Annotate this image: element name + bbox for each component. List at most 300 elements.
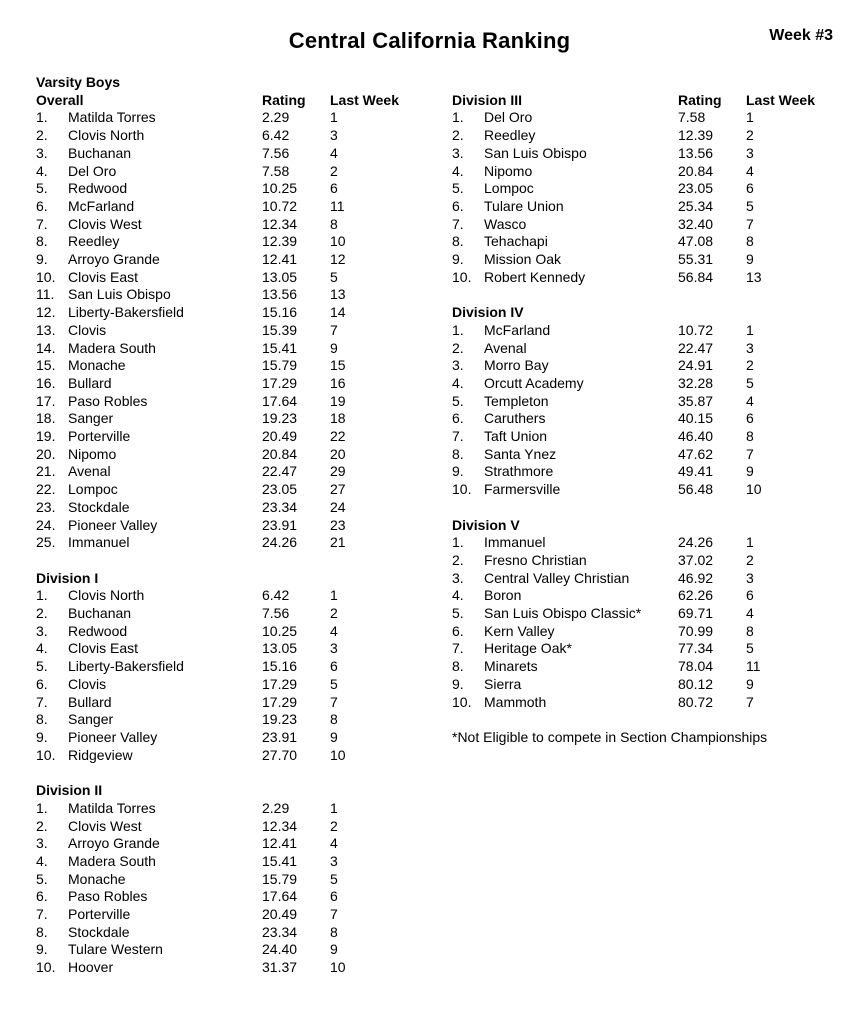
rank-number: 9.: [452, 251, 464, 268]
team-name: Madera South: [68, 339, 156, 356]
rank-number: 5.: [36, 180, 48, 197]
last-week-value: 23: [330, 516, 346, 533]
rank-number: 14.: [36, 339, 56, 356]
rating-value: 20.49: [262, 906, 298, 923]
rank-number: 10.: [452, 693, 472, 710]
team-name: Arroyo Grande: [68, 835, 160, 852]
ranking-row: [452, 322, 844, 340]
last-week-value: 22: [330, 428, 346, 445]
rating-value: 47.62: [678, 445, 714, 462]
rank-number: 8.: [36, 233, 48, 250]
rank-number: 4.: [36, 852, 48, 869]
section-header: [36, 782, 428, 800]
rating-value: 23.05: [678, 180, 714, 197]
last-week-value: 7: [330, 693, 338, 710]
last-week-value: 14: [330, 304, 346, 321]
rating-value: 24.91: [678, 357, 714, 374]
last-week-value: 13: [330, 286, 346, 303]
ranking-row: [452, 481, 844, 499]
rank-number: 1.: [36, 799, 48, 816]
last-week-value: 3: [330, 852, 338, 869]
section-division-iii: [452, 92, 844, 287]
ranking-row: [36, 375, 428, 393]
team-name: San Luis Obispo: [68, 286, 171, 303]
team-name: Fresno Christian: [484, 551, 587, 568]
last-week-value: 8: [746, 233, 754, 250]
rating-value: 35.87: [678, 392, 714, 409]
team-name: Stockdale: [68, 498, 130, 515]
team-name: Matilda Torres: [68, 799, 156, 816]
section-title: Division II: [36, 782, 103, 799]
last-week-value: 5: [746, 374, 754, 391]
ranking-row: [36, 800, 428, 818]
ranking-row: [36, 587, 428, 605]
ranking-row: [36, 605, 428, 623]
rank-number: 3.: [36, 835, 48, 852]
ranking-row: [36, 517, 428, 535]
rating-value: 10.25: [262, 622, 298, 639]
rank-number: 7.: [452, 215, 464, 232]
rating-value: 22.47: [678, 339, 714, 356]
last-week-value: 4: [746, 392, 754, 409]
rank-number: 21.: [36, 463, 56, 480]
rank-number: 20.: [36, 445, 56, 462]
last-week-value: 3: [746, 144, 754, 161]
rank-number: 8.: [452, 658, 464, 675]
ranking-row: [36, 924, 428, 942]
rating-value: 27.70: [262, 746, 298, 763]
team-name: Orcutt Academy: [484, 374, 584, 391]
ranking-row: [36, 534, 428, 552]
last-week-value: 2: [330, 817, 338, 834]
last-week-value: 1: [746, 534, 754, 551]
team-name: Central Valley Christian: [484, 569, 630, 586]
rank-number: 2.: [452, 551, 464, 568]
rating-value: 12.39: [678, 127, 714, 144]
rating-value: 23.91: [262, 729, 298, 745]
section-division-iv: [452, 304, 844, 499]
last-week-value: 1: [330, 799, 338, 816]
ranking-row: [36, 127, 428, 145]
section-rows: [452, 534, 844, 711]
rating-value: 19.23: [262, 711, 298, 728]
last-week-value: 8: [746, 428, 754, 445]
ranking-row: [452, 233, 844, 251]
page-title: Central California Ranking: [288, 28, 571, 53]
rank-number: 5.: [36, 658, 48, 675]
rating-value: 15.16: [262, 304, 298, 321]
last-week-value: 2: [746, 127, 754, 144]
rank-number: 16.: [36, 374, 56, 391]
ranking-row: [36, 357, 428, 375]
ranking-row: [36, 163, 428, 181]
ranking-row: [36, 198, 428, 216]
ranking-row: [36, 676, 428, 694]
team-name: Sanger: [68, 711, 114, 728]
rating-value: 7.58: [678, 109, 706, 126]
last-week-value: 2: [330, 162, 338, 179]
section-division-i: [36, 570, 428, 765]
last-week-value: 6: [746, 180, 754, 197]
last-week-value: 4: [330, 622, 338, 639]
last-week-column-header: Last Week: [330, 91, 399, 108]
right-column-sections: [452, 92, 844, 712]
section-title: Division V: [452, 516, 520, 533]
ranking-row: [36, 109, 428, 127]
rank-number: 15.: [36, 357, 56, 374]
team-name: Wasco: [484, 215, 527, 232]
last-week-value: 5: [330, 870, 338, 887]
rating-value: 32.40: [678, 215, 714, 232]
ranking-row: [36, 340, 428, 358]
ranking-row: [452, 658, 844, 676]
rank-number: 9.: [36, 729, 48, 745]
rank-number: 3.: [452, 569, 464, 586]
rank-number: 2.: [452, 339, 464, 356]
rank-number: 9.: [36, 941, 48, 958]
rating-value: 15.16: [262, 658, 298, 675]
team-name: Lompoc: [484, 180, 534, 197]
rating-value: 31.37: [262, 959, 298, 976]
rank-number: 25.: [36, 534, 56, 551]
team-name: McFarland: [68, 197, 135, 214]
last-week-value: 9: [330, 729, 338, 745]
section-header: [36, 570, 428, 588]
rating-value: 12.41: [262, 251, 298, 268]
ranking-row: [452, 198, 844, 216]
ranking-row: [452, 552, 844, 570]
ranking-row: [452, 694, 844, 712]
rating-value: 15.41: [262, 852, 298, 869]
ranking-row: [36, 888, 428, 906]
last-week-value: 11: [746, 658, 761, 675]
team-name: Farmersville: [484, 481, 561, 498]
last-week-value: 10: [330, 959, 346, 976]
rank-number: 6.: [452, 197, 464, 214]
group-title: Varsity Boys: [36, 74, 121, 90]
ranking-row: [452, 357, 844, 375]
team-name: Taft Union: [484, 428, 548, 445]
footnote: *Not Eligible to compete in Section Championships: [452, 728, 768, 745]
ranking-row: [452, 605, 844, 623]
rank-number: 10.: [36, 746, 56, 763]
rank-number: 7.: [36, 906, 48, 923]
rating-value: 7.58: [262, 162, 290, 179]
team-name: Kern Valley: [484, 622, 555, 639]
ranking-row: [36, 216, 428, 234]
rating-value: 20.84: [678, 162, 714, 179]
rank-number: 19.: [36, 428, 56, 445]
rating-value: 6.42: [262, 587, 290, 604]
team-name: Monache: [68, 357, 126, 374]
rating-value: 49.41: [678, 463, 714, 480]
rating-value: 20.49: [262, 428, 298, 445]
rank-number: 10.: [36, 959, 56, 976]
rank-number: 11.: [36, 286, 55, 303]
team-name: Avenal: [484, 339, 527, 356]
rank-number: 13.: [36, 321, 56, 338]
last-week-value: 1: [330, 109, 338, 126]
last-week-value: 3: [330, 640, 338, 657]
last-week-value: 1: [330, 587, 338, 604]
ranking-row: [452, 109, 844, 127]
rank-number: 1.: [36, 109, 48, 126]
rank-number: 7.: [36, 215, 48, 232]
team-name: Bullard: [68, 693, 112, 710]
rank-number: 6.: [36, 197, 48, 214]
last-week-value: 16: [330, 374, 346, 391]
section-overall: [36, 92, 428, 552]
last-week-value: 9: [330, 941, 338, 958]
rating-value: 15.41: [262, 339, 298, 356]
rank-number: 3.: [452, 357, 464, 374]
rating-value: 23.34: [262, 498, 298, 515]
team-name: Tulare Union: [484, 197, 564, 214]
last-week-value: 4: [746, 162, 754, 179]
team-name: Caruthers: [484, 410, 546, 427]
ranking-row: [36, 233, 428, 251]
rating-value: 70.99: [678, 622, 714, 639]
rank-number: 3.: [36, 622, 48, 639]
team-name: Sanger: [68, 410, 114, 427]
ranking-row: [36, 853, 428, 871]
ranking-row: [452, 393, 844, 411]
last-week-column-header: Last Week: [746, 91, 815, 108]
ranking-row: [452, 446, 844, 464]
ranking-row: [36, 286, 428, 304]
section-rows: [452, 322, 844, 499]
last-week-value: 5: [746, 197, 754, 214]
ranking-row: [36, 428, 428, 446]
team-name: Clovis West: [68, 215, 142, 232]
rating-value: 2.29: [262, 109, 290, 126]
team-name: Robert Kennedy: [484, 268, 586, 285]
team-name: Templeton: [484, 392, 549, 409]
team-name: Immanuel: [484, 534, 546, 551]
team-name: Clovis: [68, 321, 107, 338]
rank-number: 6.: [452, 622, 464, 639]
last-week-value: 12: [330, 251, 346, 268]
last-week-value: 9: [746, 251, 754, 268]
team-name: Reedley: [68, 233, 120, 250]
rating-value: 15.79: [262, 870, 298, 887]
rank-number: 18.: [36, 410, 56, 427]
section-title: Division IV: [452, 304, 524, 321]
rank-number: 4.: [452, 374, 464, 391]
rating-value: 78.04: [678, 658, 714, 675]
team-name: Porterville: [68, 428, 131, 445]
rank-number: 4.: [452, 162, 464, 179]
rank-number: 17.: [36, 392, 56, 409]
team-name: Boron: [484, 587, 522, 604]
last-week-value: 9: [330, 339, 338, 356]
rank-number: 2.: [36, 605, 48, 622]
ranking-row: [36, 906, 428, 924]
ranking-row: [452, 570, 844, 588]
section-rows: [452, 109, 844, 286]
ranking-row: [36, 304, 428, 322]
ranking-row: [36, 251, 428, 269]
ranking-row: [452, 410, 844, 428]
rank-number: 12.: [36, 304, 56, 321]
ranking-row: [452, 428, 844, 446]
rating-value: 10.72: [262, 197, 298, 214]
week-label: Week #3: [769, 27, 833, 44]
rank-number: 1.: [452, 534, 464, 551]
ranking-row: [36, 871, 428, 889]
team-name: Clovis East: [68, 640, 139, 657]
last-week-value: 8: [330, 711, 338, 728]
rating-column-header: Rating: [678, 91, 722, 108]
rating-value: 56.48: [678, 481, 714, 498]
last-week-value: 8: [330, 923, 338, 940]
rating-value: 46.92: [678, 569, 714, 586]
ranking-row: [452, 623, 844, 641]
last-week-value: 2: [746, 357, 754, 374]
last-week-value: 10: [746, 481, 762, 498]
rank-number: 8.: [452, 233, 464, 250]
section-title: Overall: [36, 91, 84, 108]
rank-number: 1.: [452, 321, 464, 338]
rank-number: 23.: [36, 498, 56, 515]
rank-number: 1.: [36, 587, 48, 604]
team-name: Ridgeview: [68, 746, 133, 763]
rank-number: 3.: [452, 144, 464, 161]
rating-value: 7.56: [262, 605, 290, 622]
last-week-value: 7: [746, 445, 754, 462]
section-rows: [36, 800, 428, 977]
rating-value: 20.84: [262, 445, 298, 462]
last-week-value: 3: [330, 127, 338, 144]
rank-number: 10.: [452, 268, 472, 285]
team-name: Paso Robles: [68, 392, 148, 409]
rating-value: 55.31: [678, 251, 714, 268]
team-name: Redwood: [68, 622, 128, 639]
rank-number: 22.: [36, 481, 56, 498]
rank-number: 1.: [452, 109, 464, 126]
team-name: Sierra: [484, 675, 522, 692]
team-name: Minarets: [484, 658, 538, 675]
team-name: Stockdale: [68, 923, 130, 940]
team-name: Heritage Oak*: [484, 640, 572, 657]
rank-number: 7.: [36, 693, 48, 710]
ranking-row: [452, 587, 844, 605]
ranking-row: [36, 694, 428, 712]
rating-value: 10.25: [262, 180, 298, 197]
rating-value: 56.84: [678, 268, 714, 285]
last-week-value: 9: [746, 675, 754, 692]
team-name: Lompoc: [68, 481, 118, 498]
team-name: Bullard: [68, 374, 112, 391]
rating-value: 6.42: [262, 127, 290, 144]
rank-number: 2.: [36, 127, 48, 144]
last-week-value: 2: [746, 551, 754, 568]
last-week-value: 1: [746, 321, 754, 338]
rating-value: 12.39: [262, 233, 298, 250]
rating-value: 15.39: [262, 321, 298, 338]
team-name: Del Oro: [68, 162, 117, 179]
last-week-value: 13: [746, 268, 762, 285]
rating-value: 13.56: [678, 144, 714, 161]
section-rows: [36, 109, 428, 552]
ranking-row: [36, 729, 428, 747]
rank-number: 5.: [452, 180, 464, 197]
team-name: Reedley: [484, 127, 536, 144]
team-name: Clovis North: [68, 587, 145, 604]
left-column-sections: [36, 92, 428, 977]
ranking-row: [36, 393, 428, 411]
team-name: Clovis: [68, 675, 107, 692]
last-week-value: 2: [330, 605, 338, 622]
team-name: Clovis West: [68, 817, 142, 834]
team-name: Pioneer Valley: [68, 516, 158, 533]
team-name: Monache: [68, 870, 126, 887]
ranking-row: [452, 216, 844, 234]
last-week-value: 19: [330, 392, 346, 409]
rating-value: 24.26: [678, 534, 714, 551]
rating-value: 47.08: [678, 233, 714, 250]
rating-value: 23.05: [262, 481, 298, 498]
rating-value: 13.05: [262, 640, 298, 657]
rating-value: 37.02: [678, 551, 714, 568]
ranking-row: [452, 269, 844, 287]
rank-number: 9.: [452, 463, 464, 480]
rank-number: 6.: [36, 675, 48, 692]
rating-value: 80.12: [678, 675, 714, 692]
last-week-value: 3: [746, 569, 754, 586]
rank-number: 2.: [36, 817, 48, 834]
last-week-value: 24: [330, 498, 346, 515]
team-name: Madera South: [68, 852, 156, 869]
rating-value: 25.34: [678, 197, 714, 214]
rank-number: 4.: [452, 587, 464, 604]
last-week-value: 10: [330, 746, 346, 763]
ranking-row: [452, 127, 844, 145]
team-name: Morro Bay: [484, 357, 549, 374]
ranking-row: [36, 818, 428, 836]
rank-number: 3.: [36, 144, 48, 161]
rating-value: 17.64: [262, 888, 298, 905]
last-week-value: 4: [330, 835, 338, 852]
last-week-value: 7: [746, 693, 754, 710]
section-rows: [36, 587, 428, 764]
ranking-row: [36, 410, 428, 428]
last-week-value: 6: [330, 658, 338, 675]
team-name: San Luis Obispo: [484, 144, 587, 161]
team-name: Nipomo: [68, 445, 117, 462]
team-name: Pioneer Valley: [68, 729, 158, 745]
ranking-row: [452, 163, 844, 181]
last-week-value: 4: [330, 144, 338, 161]
section-header: [36, 92, 428, 110]
ranking-row: [36, 481, 428, 499]
rating-value: 24.26: [262, 534, 298, 551]
rank-number: 6.: [36, 888, 48, 905]
ranking-row: [452, 676, 844, 694]
last-week-value: 5: [330, 268, 338, 285]
last-week-value: 6: [746, 410, 754, 427]
last-week-value: 4: [746, 605, 754, 622]
last-week-value: 7: [330, 906, 338, 923]
rank-number: 2.: [452, 127, 464, 144]
team-name: Buchanan: [68, 144, 132, 161]
last-week-value: 3: [746, 339, 754, 356]
ranking-row: [36, 747, 428, 765]
rank-number: 4.: [36, 640, 48, 657]
rating-value: 12.34: [262, 215, 298, 232]
ranking-row: [36, 446, 428, 464]
team-name: Nipomo: [484, 162, 533, 179]
